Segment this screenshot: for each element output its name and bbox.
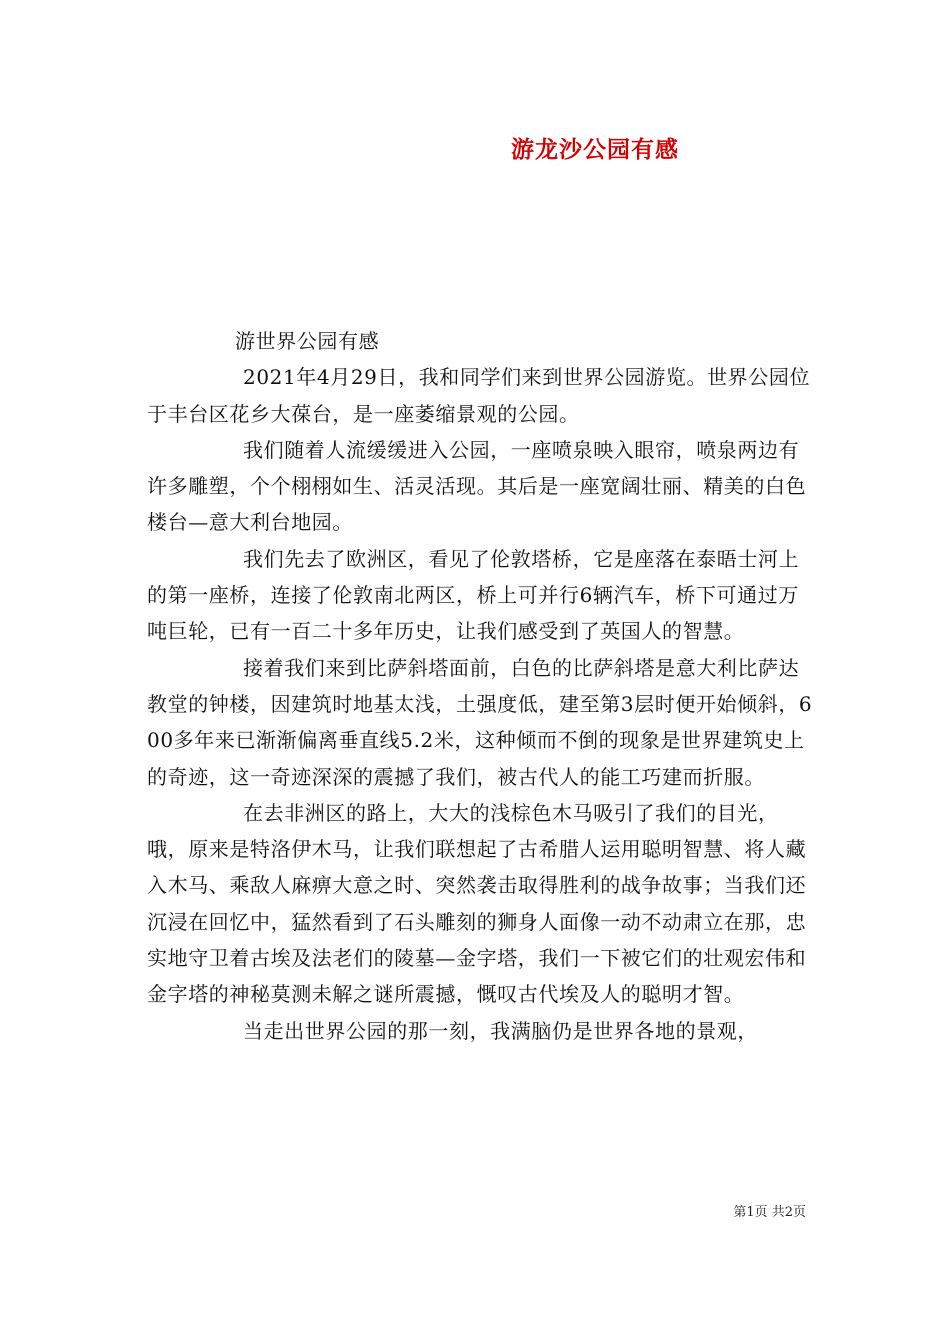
paragraph: 接着我们来到比萨斜塔面前，白色的比萨斜塔是意大利比萨达教堂的钟楼，因建筑时地基太浅，土强度低，建至第3层时便开始倾斜，600多年来已渐渐偏离垂直线5.2米，这种倾而不倒的现象是世界建筑史上的奇迹，这一奇迹深深的震撼了我们，被古代人的能工巧建而折服。 [147, 655, 813, 789]
paragraph: 我们随着人流缓缓进入公园，一座喷泉映入眼帘，喷泉两边有许多雕塑，个个栩栩如生、活灵活现。其后是一座宽阔壮丽、精美的白色楼台—意大利台地园。 [147, 437, 807, 535]
paragraph: 当走出世界公园的那一刻，我满脑仍是世界各地的景观， [243, 1018, 758, 1043]
page-number: 第1页 共2页 [733, 1205, 806, 1220]
document-title: 游龙沙公园有感 [511, 136, 679, 163]
document-body [147, 323, 819, 1049]
paragraph: 2021年4月29日，我和同学们来到世界公园游览。世界公园位于丰台区花乡大葆台，是一座萎缩景观的公园。 [147, 365, 811, 426]
paragraph: 我们先去了欧洲区，看见了伦敦塔桥，它是座落在泰晤士河上的第一座桥，连接了伦敦南北两区，桥上可并行6辆汽车，桥下可通过万吨巨轮，已有一百二十多年历史，让我们感受到了英国人的智慧。 [147, 546, 800, 644]
paragraph: 在去非洲区的路上，大大的浅棕色木马吸引了我们的目光，哦，原来是特洛伊木马，让我们联想起了古希腊人运用聪明智慧、将人藏入木马、乘敌人麻痹大意之时、突然袭击取得胜利的战争故事；当我们还沉浸在回忆中，猛然看到了石头雕刻的狮身人面像一动不动肃立在那，忠实地守卫着古埃及法老们的陵墓—金字塔，我们一下被它们的壮观宏伟和金字塔的神秘莫测未解之谜所震撼，慨叹古代埃及人的聪明才智。 [147, 800, 807, 1007]
document-subtitle: 游世界公园有感 [235, 329, 380, 353]
